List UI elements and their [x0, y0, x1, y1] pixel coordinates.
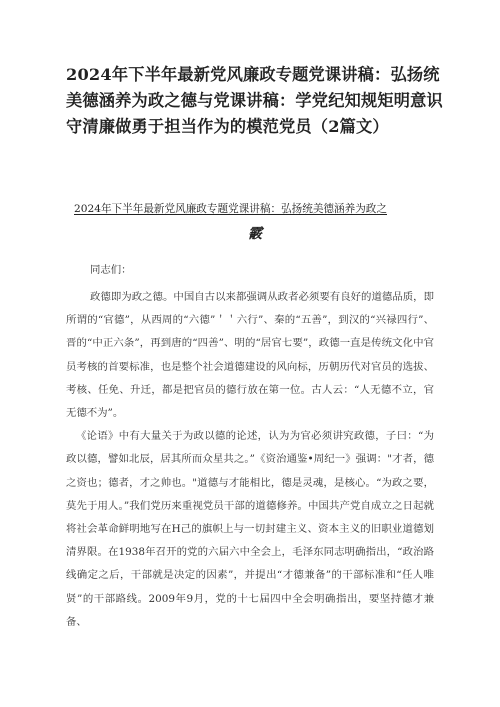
body-paragraph-2: 《论语》中有大量关于为政以德的论述，认为为官必须讲究政德，子曰：“为政以德，譬如北辰，居其所而众星共之。”《资治通鉴•周纪一》强调："才者，德之资也；德者，才之帅也。"道德与才能相比，德是灵魂，是核心。“为政之要，莫先于用人。”我们党历来重视党员干部的道德修养。中国共产党自成立之日起就将社会革命鲜明地写在H己的旗帜上与一切封建主义、资本主义的旧职业道德划清界限。在1938年召开的党的六届六中全会上，毛泽东同志明确指出，“政治路线确定之后，干部就是决定的因素”，并提出“才德兼备”的干部标准和“任人唯贤”的干部路线。2009年9月，党的十七届四中全会明确指出，要坚持德才兼备、 [66, 430, 434, 628]
section-subtitle: 2024年下半年最新党风廉政专题党课讲稿：弘扬统美德涵养为政之 [74, 203, 387, 215]
salutation: 同志们： [90, 264, 132, 276]
document-title: 2024年下半年最新党风廉政专题党课讲稿：弘扬统美德涵养为政之德与党课讲稿：学党纪知规矩明意识守清廉做勇于担当作为的模范党员（2篇文） [66, 65, 443, 136]
body-paragraph-1: 政德即为政之德。中国自古以来都强调从政者必须要有良好的道德品质，即所谓的“官德”，从西周的“六德”＇＇六行”、秦的“五善”，到汉的“兴禄四行”、晋的“中正六条”，再到唐的“四善”、明的“居官七要”，政德一直是传统文化中官员考核的首要标准，也是整个社会道德建设的风向标，历朝历代对官员的选拔、考核、任免、升迁，都是把官员的德行放在第一位。古人云：“人无德不立，官无德不为”。 [66, 291, 434, 420]
title-spacer [66, 140, 444, 200]
section-heading-mark: 霰 [248, 226, 262, 242]
